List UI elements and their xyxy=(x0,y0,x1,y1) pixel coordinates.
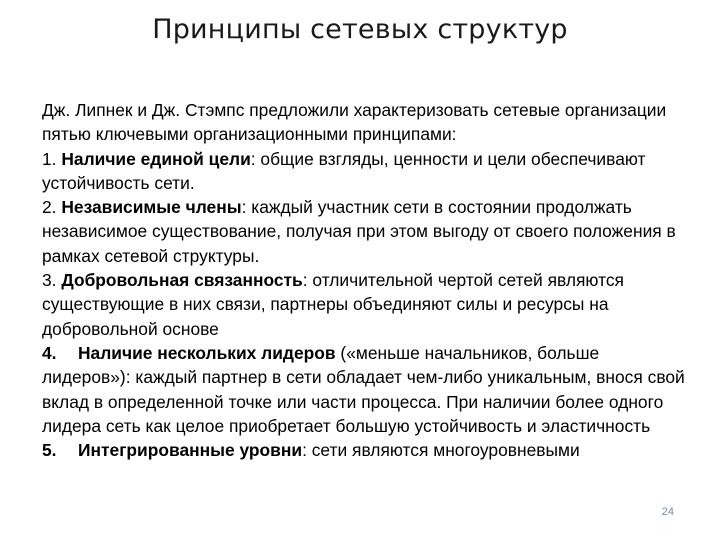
principle-term: Независимые члены xyxy=(61,197,242,218)
principle-number: 3. xyxy=(42,270,62,291)
principle-number: 5. xyxy=(42,440,57,461)
principle-item-5 xyxy=(42,438,692,462)
principle-description: : отличительной чертой сетей являются существующие в них связи, партнеры объединяют силы и ресурсы на добровольной основе xyxy=(42,270,624,339)
principle-term: Добровольная связанность xyxy=(61,270,303,291)
intro-text: Дж. Липнек и Дж. Стэмпс предложили характеризовать сетевые организации пятью ключевыми организационными принципами: xyxy=(42,100,667,145)
principle-description: («меньше начальников, больше лидеров»): каждый партнер в сети обладает чем-либо уникальным, внося свой вклад в определенной точке или части процесса. При наличии более одного лидера сеть как целое приобретает большую устойчивость и эластичность xyxy=(42,342,685,436)
slide-body xyxy=(42,98,692,462)
principle-item-1 xyxy=(42,147,692,196)
principle-description: : общие взгляды, ценности и цели обеспечивают устойчивость сети. xyxy=(42,148,646,193)
principle-number: 4. xyxy=(42,342,57,363)
principle-item-4 xyxy=(42,341,692,438)
page-number: 24 xyxy=(661,506,674,518)
principle-number: 1. xyxy=(42,148,62,169)
principle-description: : каждый участник сети в состоянии продолжать независимое существование, получая при этом выгоду от своего положения в рамках сетевой структуры. xyxy=(42,197,676,266)
principle-description: : сети являются многоуровневыми xyxy=(302,440,580,461)
principle-item-3 xyxy=(42,268,692,341)
principle-term: Интегрированные уровни xyxy=(78,440,303,461)
principle-term: Наличие единой цели xyxy=(61,148,251,169)
principle-term: Наличие нескольких лидеров xyxy=(78,342,336,363)
principle-item-2 xyxy=(42,195,692,268)
slide-title: Принципы сетевых структур xyxy=(152,14,568,45)
principle-number: 2. xyxy=(42,197,62,218)
